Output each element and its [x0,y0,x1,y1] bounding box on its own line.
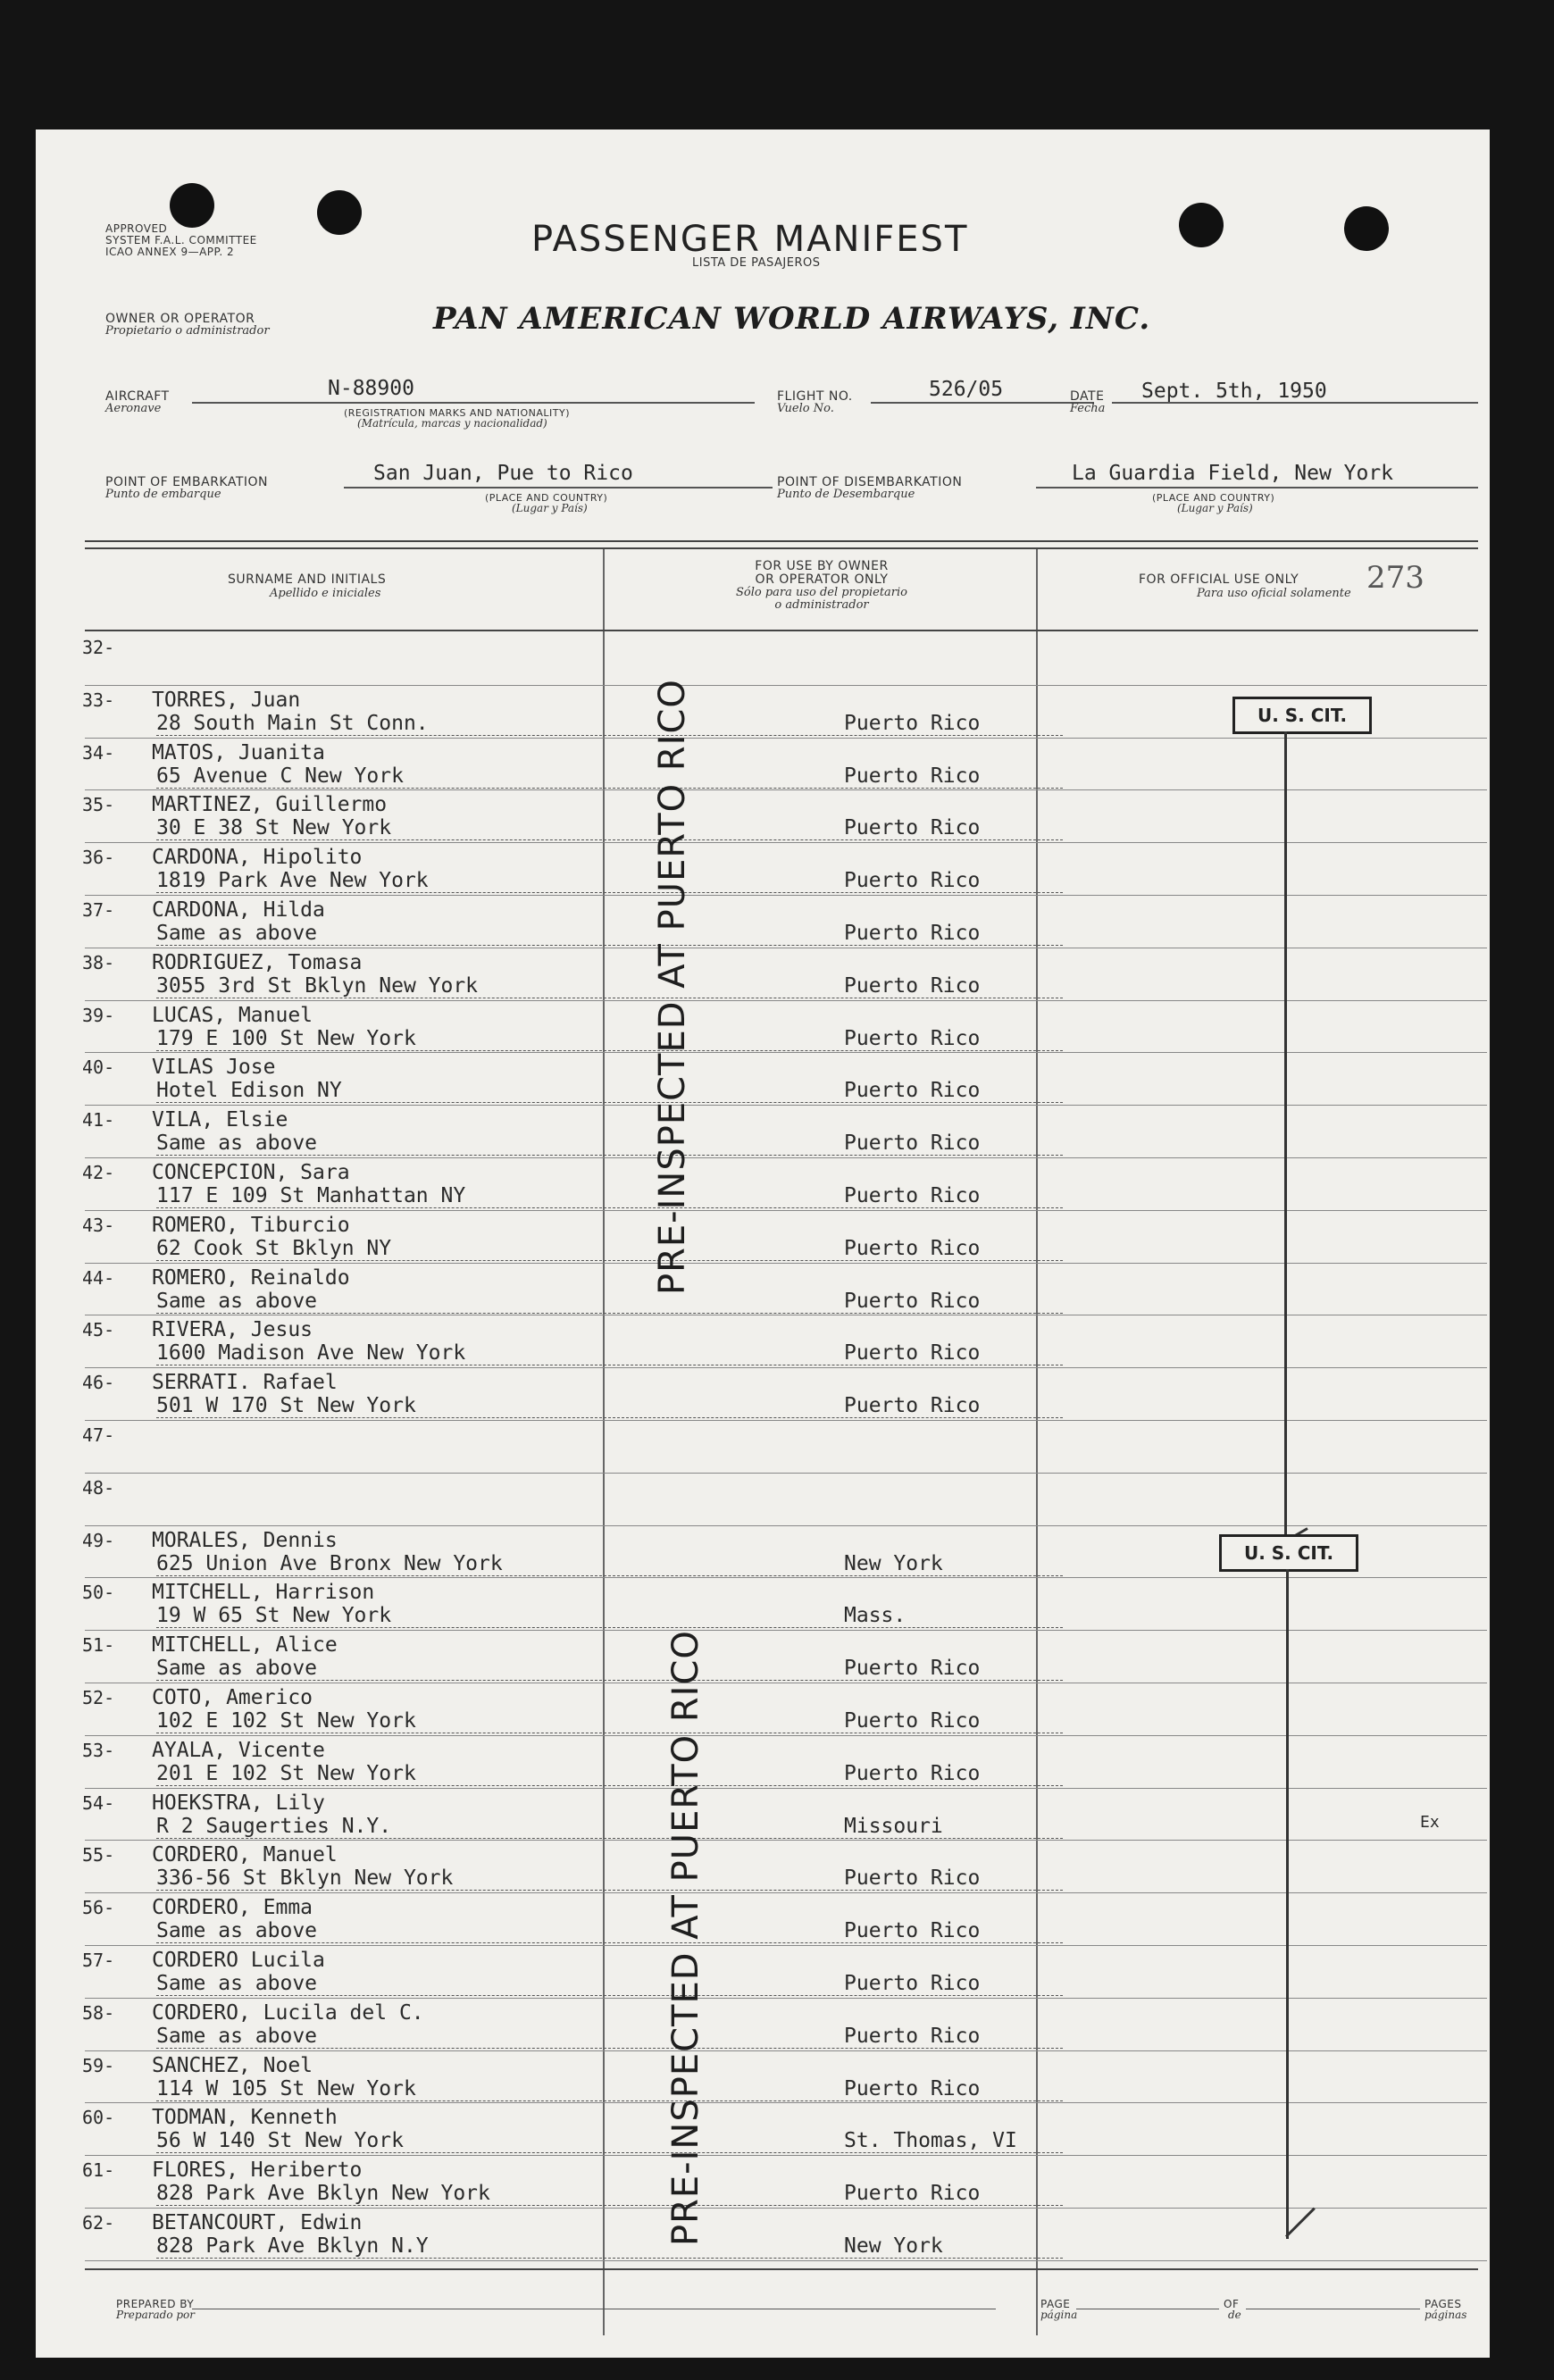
row-rule [85,1263,1487,1264]
passenger-origin: Puerto Rico [844,1237,981,1260]
row-underline [156,1207,1063,1208]
row-number: 60- [82,2107,115,2128]
passenger-origin: Puerto Rico [844,1290,981,1313]
row-underline [156,892,1063,893]
passenger-origin: Puerto Rico [844,2182,981,2205]
header-owner-use [714,560,929,587]
header-official-es: Para uso oficial solamente [1197,587,1351,600]
passenger-address: Same as above [156,1657,318,1680]
preinspected-stamp-lower: PRE-INSPECTED AT PUERTO RICO [665,1630,706,2246]
row-rule [85,789,1487,790]
row-rule [85,1735,1487,1736]
row-rule [85,1525,1487,1526]
passenger-address: 102 E 102 St New York [156,1709,416,1733]
passenger-name: MARTINEZ, Guillermo [152,793,388,816]
row-underline [156,2258,1063,2259]
official-number: 273 [1366,560,1424,596]
disembark-line [1036,487,1478,489]
passenger-address: 19 W 65 St New York [156,1604,392,1627]
passenger-address: 828 Park Ave Bklyn N.Y [156,2234,429,2258]
row-underline [156,1575,1063,1576]
passenger-address: 1600 Madison Ave New York [156,1341,466,1365]
punch-hole-right-1 [1179,203,1224,247]
row-underline [156,1942,1063,1943]
row-underline [156,1417,1063,1418]
row-rule [85,1420,1487,1421]
row-rule [85,2050,1487,2051]
passenger-address: Same as above [156,1290,318,1313]
row-underline [156,1890,1063,1891]
row-number: 34- [82,742,115,764]
row-rule [85,1473,1487,1474]
row-rule [85,2208,1487,2209]
approved-block [105,223,257,258]
header-official: FOR OFFICIAL USE ONLY [1139,572,1299,587]
page-title-es: LISTA DE PASAJEROS [692,256,821,270]
aircraft-value: N-88900 [328,377,414,400]
passenger-address: Same as above [156,1919,318,1942]
passenger-origin: Puerto Rico [844,1762,981,1785]
row-rule [85,1577,1487,1578]
pages-label: PAGES [1424,2298,1462,2310]
row-number: 39- [82,1005,115,1026]
row-underline [156,1050,1063,1051]
passenger-origin: Puerto Rico [844,712,981,735]
header-surname-es: Apellido e iniciales [270,587,381,600]
row-rule [85,2102,1487,2103]
row-rule [85,1157,1487,1158]
passenger-name: CORDERO, Emma [152,1896,313,1919]
passenger-origin: Puerto Rico [844,2025,981,2048]
aircraft-label: AIRCRAFT [105,389,170,404]
embark-place-note-es: (Lugar y País) [512,502,588,514]
row-number: 38- [82,952,115,973]
row-number: 52- [82,1687,115,1708]
uscit-bracket-lower-tick [1285,2208,1316,2238]
passenger-address: Hotel Edison NY [156,1079,342,1102]
row-number: 41- [82,1109,115,1131]
disembark-label-es: Punto de Desembarque [777,488,915,501]
row-rule [85,2155,1487,2156]
passenger-name: MATOS, Juanita [152,741,325,764]
row-underline [156,788,1063,789]
passenger-address: 3055 3rd St Bklyn New York [156,974,479,998]
passenger-address: 336-56 St Bklyn New York [156,1866,454,1890]
row-number: 58- [82,2002,115,2024]
passenger-address: Same as above [156,1132,318,1155]
prepared-label-es: Preparado por [116,2309,196,2321]
footer-rule [85,2268,1478,2270]
passenger-name: BETANCOURT, Edwin [152,2211,363,2234]
row-underline [156,735,1063,736]
row-number: 53- [82,1740,115,1761]
aircraft-label-es: Aeronave [105,402,162,415]
passenger-name: TORRES, Juan [152,689,301,712]
passenger-address: R 2 Saugerties N.Y. [156,1815,392,1838]
passenger-name: VILA, Elsie [152,1108,288,1132]
aircraft-note-es: (Matrícula, marcas y nacionalidad) [357,417,547,430]
page-label-es: página [1040,2309,1078,2321]
row-number: 62- [82,2212,115,2234]
row-rule [85,1210,1487,1211]
side-note: Ex [1420,1813,1440,1832]
row-number: 42- [82,1162,115,1183]
row-rule [85,895,1487,896]
row-rule [85,1367,1487,1368]
row-number: 40- [82,1056,115,1078]
passenger-origin: Puerto Rico [844,1657,981,1680]
passenger-name: TODMAN, Kenneth [152,2106,338,2129]
row-number: 48- [82,1477,115,1499]
row-rule [85,1000,1487,1001]
passenger-name: LUCAS, Manuel [152,1004,313,1027]
passenger-address: Same as above [156,922,318,945]
row-number: 56- [82,1897,115,1918]
passenger-origin: Puerto Rico [844,2077,981,2100]
row-number: 47- [82,1424,115,1446]
passenger-name: SERRATI. Rafael [152,1371,338,1394]
row-number: 36- [82,847,115,868]
disembark-label: POINT OF DISEMBARKATION [777,475,963,489]
approved-line-1: APPROVED [105,222,168,235]
manifest-sheet [36,129,1490,2358]
header-owner-use-es-line-1: Sólo para uso del propietario [735,586,908,599]
embark-label-es: Punto de embarque [105,488,221,501]
passenger-origin: Puerto Rico [844,1027,981,1050]
of-label-es: de [1228,2309,1241,2321]
uscit-bracket-lower [1286,1569,1289,2239]
row-rule [85,1945,1487,1946]
passenger-address: 56 W 140 St New York [156,2129,404,2152]
embark-line [344,487,773,489]
column-divider-2 [1036,549,1038,2335]
prepared-label: PREPARED BY [116,2298,195,2310]
header-owner-use-line-2: OR OPERATOR ONLY [755,572,889,587]
row-rule [85,1105,1487,1106]
passenger-name: CORDERO, Manuel [152,1843,338,1866]
passenger-address: 179 E 100 St New York [156,1027,416,1050]
of-label: OF [1224,2298,1240,2310]
passenger-name: HOEKSTRA, Lily [152,1791,325,1815]
date-label-es: Fecha [1070,402,1106,415]
pages-label-es: páginas [1424,2309,1467,2321]
flight-value: 526/05 [929,378,1004,401]
header-surname: SURNAME AND INITIALS [228,572,387,587]
embark-label: POINT OF EMBARKATION [105,475,269,489]
approved-line-3: ICAO ANNEX 9—APP. 2 [105,246,235,258]
row-number: 49- [82,1530,115,1551]
passenger-address: 501 W 170 St New York [156,1394,416,1417]
disembark-value: La Guardia Field, New York [1072,462,1394,485]
row-number: 37- [82,899,115,921]
passenger-origin: Puerto Rico [844,764,981,788]
passenger-name: CONCEPCION, Sara [152,1161,350,1184]
passenger-name: CORDERO, Lucila del C. [152,2001,424,2025]
page-title: PASSENGER MANIFEST [531,219,969,260]
row-number: 59- [82,2055,115,2076]
uscit-stamp-lower: U. S. CIT. [1219,1534,1358,1572]
passenger-origin: New York [844,2234,943,2258]
passenger-name: CORDERO Lucila [152,1949,325,1972]
passenger-name: MITCHELL, Harrison [152,1581,375,1604]
row-rule [85,842,1487,843]
passenger-origin: Puerto Rico [844,974,981,998]
approved-line-2: SYSTEM F.A.L. COMMITTEE [105,234,257,246]
flight-label: FLIGHT NO. [777,389,853,404]
passenger-address: 117 E 109 St Manhattan NY [156,1184,466,1207]
passenger-name: CARDONA, Hipolito [152,846,363,869]
passenger-origin: Puerto Rico [844,1132,981,1155]
passenger-origin: Puerto Rico [844,869,981,892]
passenger-name: RIVERA, Jesus [152,1318,313,1341]
row-underline [156,1102,1063,1103]
passenger-address: 114 W 105 St New York [156,2077,416,2100]
row-rule [85,1998,1487,1999]
passenger-address: 1819 Park Ave New York [156,869,429,892]
passenger-origin: Puerto Rico [844,922,981,945]
passenger-name: MITCHELL, Alice [152,1633,338,1657]
passenger-name: ROMERO, Tiburcio [152,1214,350,1237]
passenger-origin: Puerto Rico [844,1709,981,1733]
row-rule [85,2260,1487,2261]
row-number: 54- [82,1792,115,1814]
passenger-address: 28 South Main St Conn. [156,712,429,735]
passenger-origin: Puerto Rico [844,1341,981,1365]
passenger-name: SANCHEZ, Noel [152,2054,313,2077]
header-owner-use-line-1: FOR USE BY OWNER [755,559,889,573]
table-top-rule [85,540,1478,549]
passenger-origin: New York [844,1552,943,1575]
header-owner-use-es-line-2: o administrador [774,598,869,612]
flight-line [871,402,1094,404]
aircraft-line [192,402,755,404]
page-label: PAGE [1040,2298,1071,2310]
passenger-origin: Puerto Rico [844,1394,981,1417]
passenger-name: FLORES, Heriberto [152,2159,363,2182]
uscit-bracket-upper [1284,731,1287,1544]
row-underline [156,1627,1063,1628]
passenger-origin: Puerto Rico [844,1866,981,1890]
punch-hole-right-2 [1344,206,1389,251]
passenger-origin: Puerto Rico [844,816,981,839]
row-number: 51- [82,1634,115,1656]
row-underline [156,2100,1063,2101]
passenger-address: 625 Union Ave Bronx New York [156,1552,503,1575]
date-value: Sept. 5th, 1950 [1141,380,1327,403]
row-underline [156,1785,1063,1786]
row-number: 32- [82,637,115,658]
row-underline [156,2048,1063,2049]
row-number: 45- [82,1319,115,1340]
row-underline [156,1680,1063,1681]
row-underline [156,1155,1063,1156]
passenger-address: 65 Avenue C New York [156,764,404,788]
passenger-address: Same as above [156,1972,318,1995]
row-underline [156,1838,1063,1839]
passenger-address: 62 Cook St Bklyn NY [156,1237,392,1260]
date-label: DATE [1070,389,1105,404]
row-underline [156,945,1063,946]
passenger-name: CARDONA, Hilda [152,898,325,922]
row-number: 57- [82,1950,115,1971]
header-bottom-rule [85,630,1478,631]
preinspected-stamp-upper: PRE-INSPECTED AT PUERTO RICO [652,679,693,1295]
row-underline [156,1313,1063,1314]
punch-hole-left-1 [170,183,214,228]
row-rule [85,1052,1487,1053]
row-underline [156,1260,1063,1261]
row-rule [85,1892,1487,1893]
row-number: 50- [82,1582,115,1603]
passenger-origin: Puerto Rico [844,1079,981,1102]
passenger-name: AYALA, Vicente [152,1739,325,1762]
owner-value: PAN AMERICAN WORLD AIRWAYS, INC. [433,301,1151,337]
flight-label-es: Vuelo No. [777,402,834,415]
row-rule [85,1788,1487,1789]
row-number: 33- [82,689,115,711]
embark-place-note: (PLACE AND COUNTRY) [485,492,608,504]
row-number: 44- [82,1267,115,1289]
row-underline [156,2152,1063,2153]
row-rule [85,685,1487,686]
row-number: 35- [82,794,115,815]
punch-hole-left-2 [317,190,362,235]
passenger-origin: Puerto Rico [844,1184,981,1207]
column-divider-1 [603,549,605,2335]
row-number: 61- [82,2159,115,2181]
passenger-name: COTO, Americo [152,1686,313,1709]
header-owner-use-es [701,587,942,612]
row-rule [85,1840,1487,1841]
passenger-name: ROMERO, Reinaldo [152,1266,350,1290]
row-underline [156,839,1063,840]
row-underline [156,2205,1063,2206]
disembark-place-note-es: (Lugar y País) [1177,502,1253,514]
passenger-name: RODRIGUEZ, Tomasa [152,951,363,974]
passenger-name: VILAS Jose [152,1056,276,1079]
passenger-address: 201 E 102 St New York [156,1762,416,1785]
row-number: 55- [82,1844,115,1866]
row-rule [85,738,1487,739]
passenger-name: MORALES, Dennis [152,1529,338,1552]
passenger-origin: Missouri [844,1815,943,1838]
aircraft-note: (REGISTRATION MARKS AND NATIONALITY) [344,407,571,419]
passenger-origin: St. Thomas, VI [844,2129,1017,2152]
row-number: 46- [82,1372,115,1393]
owner-label: OWNER OR OPERATOR [105,312,255,326]
disembark-place-note: (PLACE AND COUNTRY) [1152,492,1275,504]
embark-value: San Juan, Pue to Rico [373,462,633,485]
passenger-address: Same as above [156,2025,318,2048]
passenger-origin: Puerto Rico [844,1919,981,1942]
passenger-address: 30 E 38 St New York [156,816,392,839]
row-number: 43- [82,1215,115,1236]
row-rule [85,1630,1487,1631]
uscit-stamp-upper: U. S. CIT. [1232,697,1372,734]
passenger-origin: Mass. [844,1604,906,1627]
passenger-address: 828 Park Ave Bklyn New York [156,2182,490,2205]
passenger-origin: Puerto Rico [844,1972,981,1995]
owner-label-es: Propietario o administrador [105,324,270,338]
row-underline [156,1995,1063,1996]
